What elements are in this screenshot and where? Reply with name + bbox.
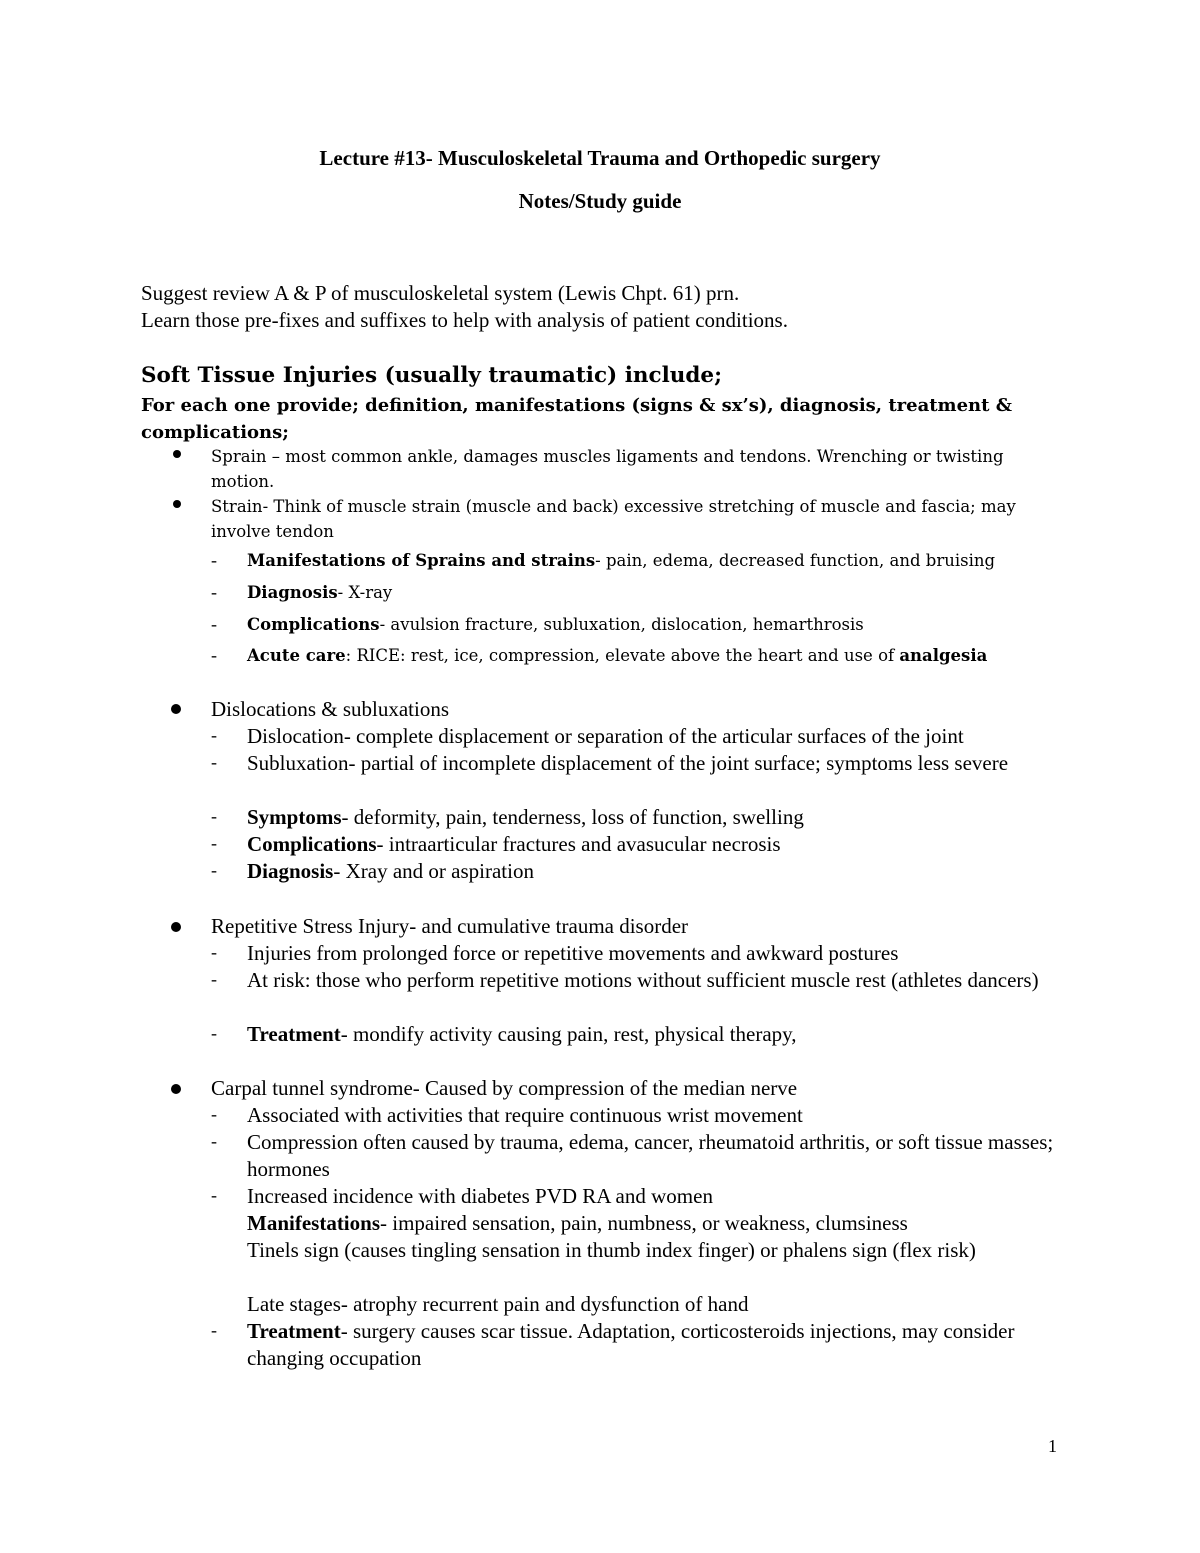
bullet-icon (171, 704, 181, 714)
bullet-icon (171, 922, 181, 932)
bullet-carpal-tunnel: Carpal tunnel syndrome- Caused by compression of the median nerve (211, 1076, 798, 1100)
page-subtitle: Notes/Study guide (518, 189, 682, 213)
dash-icon: - (211, 1320, 217, 1340)
section-heading: Soft Tissue Injuries (usually traumatic) include; (141, 363, 723, 388)
sub-item-label: Acute care (247, 646, 346, 665)
bullet-icon (173, 450, 181, 458)
sub-item-rsi-treatment: Treatment- mondify activity causing pain, rest, physical therapy, (247, 1022, 797, 1046)
dash-icon: - (211, 1185, 217, 1205)
bullet-icon (173, 500, 181, 508)
sub-item-diagnosis: Diagnosis- Xray and or aspiration (247, 859, 534, 883)
page-title: Lecture #13- Musculoskeletal Trauma and Orthopedic surgery (319, 146, 881, 170)
section-instruction: For each one provide; definition, manifestations (signs & sx’s), diagnosis, treatment & complications; (141, 395, 1012, 443)
sub-item-subluxation: Subluxation- partial of incomplete displacement of the joint surface; symptoms less severe (247, 751, 1009, 775)
dash-icon: - (211, 806, 217, 826)
sub-item-tail: analgesia (899, 646, 988, 665)
sub-item-diagnosis (247, 580, 1057, 605)
intro-line-2: Learn those pre-fixes and suffixes to help with analysis of patient conditions. (141, 308, 788, 332)
dash-icon: - (211, 1131, 217, 1151)
sub-item-label: Complications (247, 615, 380, 634)
sub-item-carpal-associated: Associated with activities that require continuous wrist movement (247, 1103, 803, 1127)
sub-item-symptoms: Symptoms- deformity, pain, tenderness, loss of function, swelling (247, 805, 804, 829)
sub-item-carpal-incidence: Increased incidence with diabetes PVD RA and women (247, 1184, 713, 1208)
dash-icon: - (211, 1104, 217, 1124)
page-number: 1 (1048, 1436, 1057, 1456)
dash-icon: - (211, 1023, 217, 1043)
dash-icon: - (211, 725, 217, 745)
sub-item-rsi-at-risk: At risk: those who perform repetitive motions without sufficient muscle rest (athletes dancers) (247, 968, 1039, 992)
sub-item-text: : RICE: rest, ice, compression, elevate above the heart and use of (345, 646, 900, 665)
dash-icon: - (211, 860, 217, 880)
bullet-rsi: Repetitive Stress Injury- and cumulative trauma disorder (211, 914, 689, 938)
dash-icon: - (211, 752, 217, 772)
dash-icon: - (211, 969, 217, 989)
bullet-dislocations: Dislocations & subluxations (211, 697, 449, 721)
dash-icon: - (211, 942, 217, 962)
dash-icon: - (211, 582, 217, 602)
dash-icon: - (211, 645, 217, 665)
sub-item-carpal-compression: Compression often caused by trauma, edema, cancer, rheumatoid arthritis, or soft tissue masses; hormones (247, 1130, 1054, 1181)
bullet-sprain: Sprain – most common ankle, damages muscles ligaments and tendons. Wrenching or twisting motion. (211, 447, 1004, 491)
sub-item-text: - avulsion fracture, subluxation, dislocation, hemarthrosis (379, 615, 864, 634)
intro-line-1: Suggest review A & P of musculoskeletal system (Lewis Chpt. 61) prn. (141, 281, 740, 305)
sub-item-complications (247, 612, 1057, 637)
sub-item-rsi-injuries: Injuries from prolonged force or repetitive movements and awkward postures (247, 941, 899, 965)
bullet-icon (171, 1084, 181, 1094)
sub-item-carpal-manifestations: Manifestations- impaired sensation, pain, numbness, or weakness, clumsiness (247, 1211, 908, 1235)
sub-item-manifestations (247, 548, 1057, 573)
sub-item-dislocation: Dislocation- complete displacement or separation of the articular surfaces of the joint (247, 724, 964, 748)
sub-item-carpal-tinels: Tinels sign (causes tingling sensation in thumb index finger) or phalens sign (flex risk) (247, 1238, 976, 1262)
sub-item-text: - pain, edema, decreased function, and bruising (595, 551, 996, 570)
dash-icon: - (211, 614, 217, 634)
dash-icon: - (211, 550, 217, 570)
sub-item-carpal-late-stages: Late stages- atrophy recurrent pain and dysfunction of hand (247, 1292, 749, 1316)
sub-item-complications: Complications- intraarticular fractures and avasucular necrosis (247, 832, 781, 856)
sub-item-acute-care (247, 643, 1057, 668)
dash-icon: - (211, 833, 217, 853)
sub-item-text: - X-ray (337, 583, 393, 602)
bullet-strain: Strain- Think of muscle strain (muscle and back) excessive stretching of muscle and fascia; may involve tendon (211, 497, 1016, 541)
sub-item-carpal-treatment: Treatment- surgery causes scar tissue. Adaptation, corticosteroids injections, may consider changing occupation (247, 1319, 1015, 1370)
sub-item-label: Diagnosis (247, 583, 338, 602)
sub-item-label: Manifestations of Sprains and strains (247, 551, 596, 570)
